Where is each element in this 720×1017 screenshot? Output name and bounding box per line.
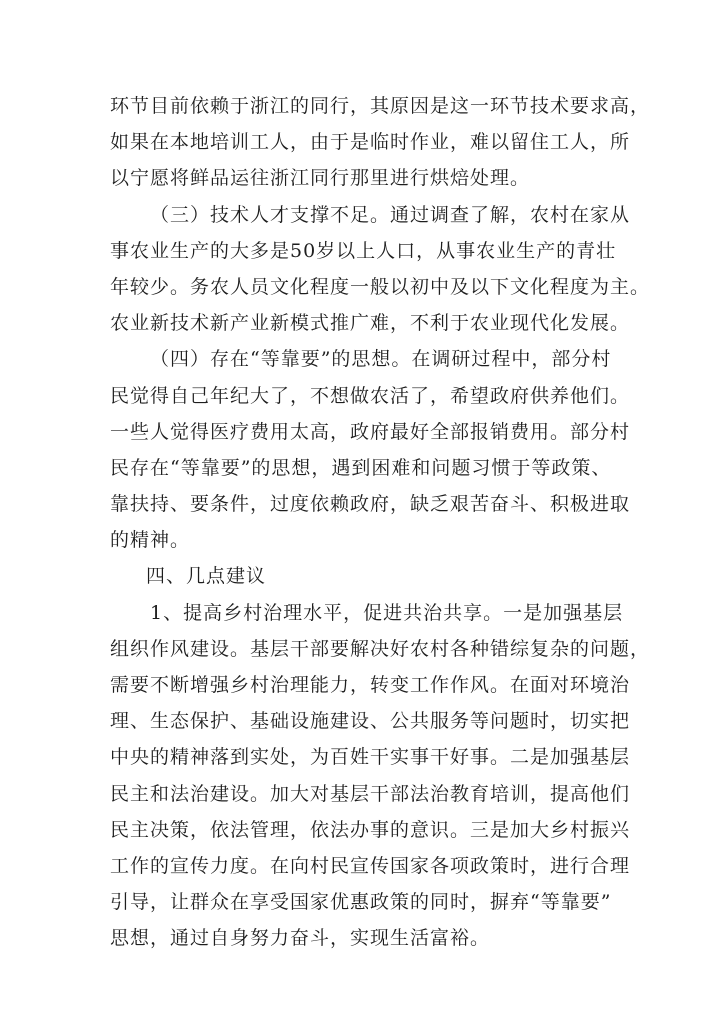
text-line: 理、生态保护、基础设施建设、公共服务等问题时，切实把 [110, 710, 631, 733]
paragraph-start-line: （三）技术人才支撑不足。通过调查了解，农村在家从 [150, 203, 631, 226]
text-line: 如果在本地培训工人，由于是临时作业，难以留住工人，所 [110, 131, 631, 154]
text-line: 农业新技术新产业新模式推广难，不利于农业现代化发展。 [110, 312, 631, 335]
section-heading: 四、几点建议 [146, 565, 267, 588]
text-line: 工作的宣传力度。在向村民宣传国家各项政策时，进行合理 [110, 854, 631, 877]
text-line: 民觉得自己年纪大了，不想做农活了，希望政府供养他们。 [110, 384, 631, 407]
text-line: 中央的精神落到实处，为百姓干实事干好事。二是加强基层 [110, 746, 631, 769]
text-line: 环节目前依赖于浙江的同行，其原因是这一环节技术要求高， [110, 95, 651, 117]
text-line: 靠扶持、要条件，过度依赖政府，缺乏艰苦奋斗、积极进取 [110, 493, 631, 516]
text-line: 思想，通过自身努力奋斗，实现生活富裕。 [110, 927, 491, 950]
text-line: 年较少。务农人员文化程度一般以初中及以下文化程度为主。 [110, 275, 651, 298]
text-line: 一些人觉得医疗费用太高，政府最好全部报销费用。部分村 [110, 420, 631, 443]
text-line: 引导，让群众在享受国家优惠政策的同时，摒弃“等靠要” [110, 891, 612, 914]
text-line: 需要不断增强乡村治理能力，转变工作作风。在面对环境治 [110, 674, 631, 696]
text-line: 民存在“等靠要”的思想，遇到困难和问题习惯于等政策、 [110, 456, 612, 479]
text-line: 民主和法治建设。加大对基层干部法治教育培训，提高他们 [110, 782, 631, 805]
paragraph-start-line: 1、提高乡村治理水平，促进共治共享。一是加强基层 [150, 601, 624, 624]
text-line: 民主决策，依法管理，依法办事的意识。三是加大乡村振兴 [110, 818, 631, 841]
text-line: 以宁愿将鲜品运往浙江同行那里进行烘焙处理。 [110, 167, 531, 190]
text-line: 事农业生产的大多是50岁以上人口，从事农业生产的青壮 [110, 239, 617, 262]
document-body [110, 88, 650, 957]
paragraph-start-line: （四）存在“等靠要”的思想。在调研过程中，部分村 [150, 348, 612, 371]
text-line: 的精神。 [110, 529, 191, 552]
text-line: 组织作风建设。基层干部要解决好农村各种错综复杂的问题， [110, 637, 651, 660]
